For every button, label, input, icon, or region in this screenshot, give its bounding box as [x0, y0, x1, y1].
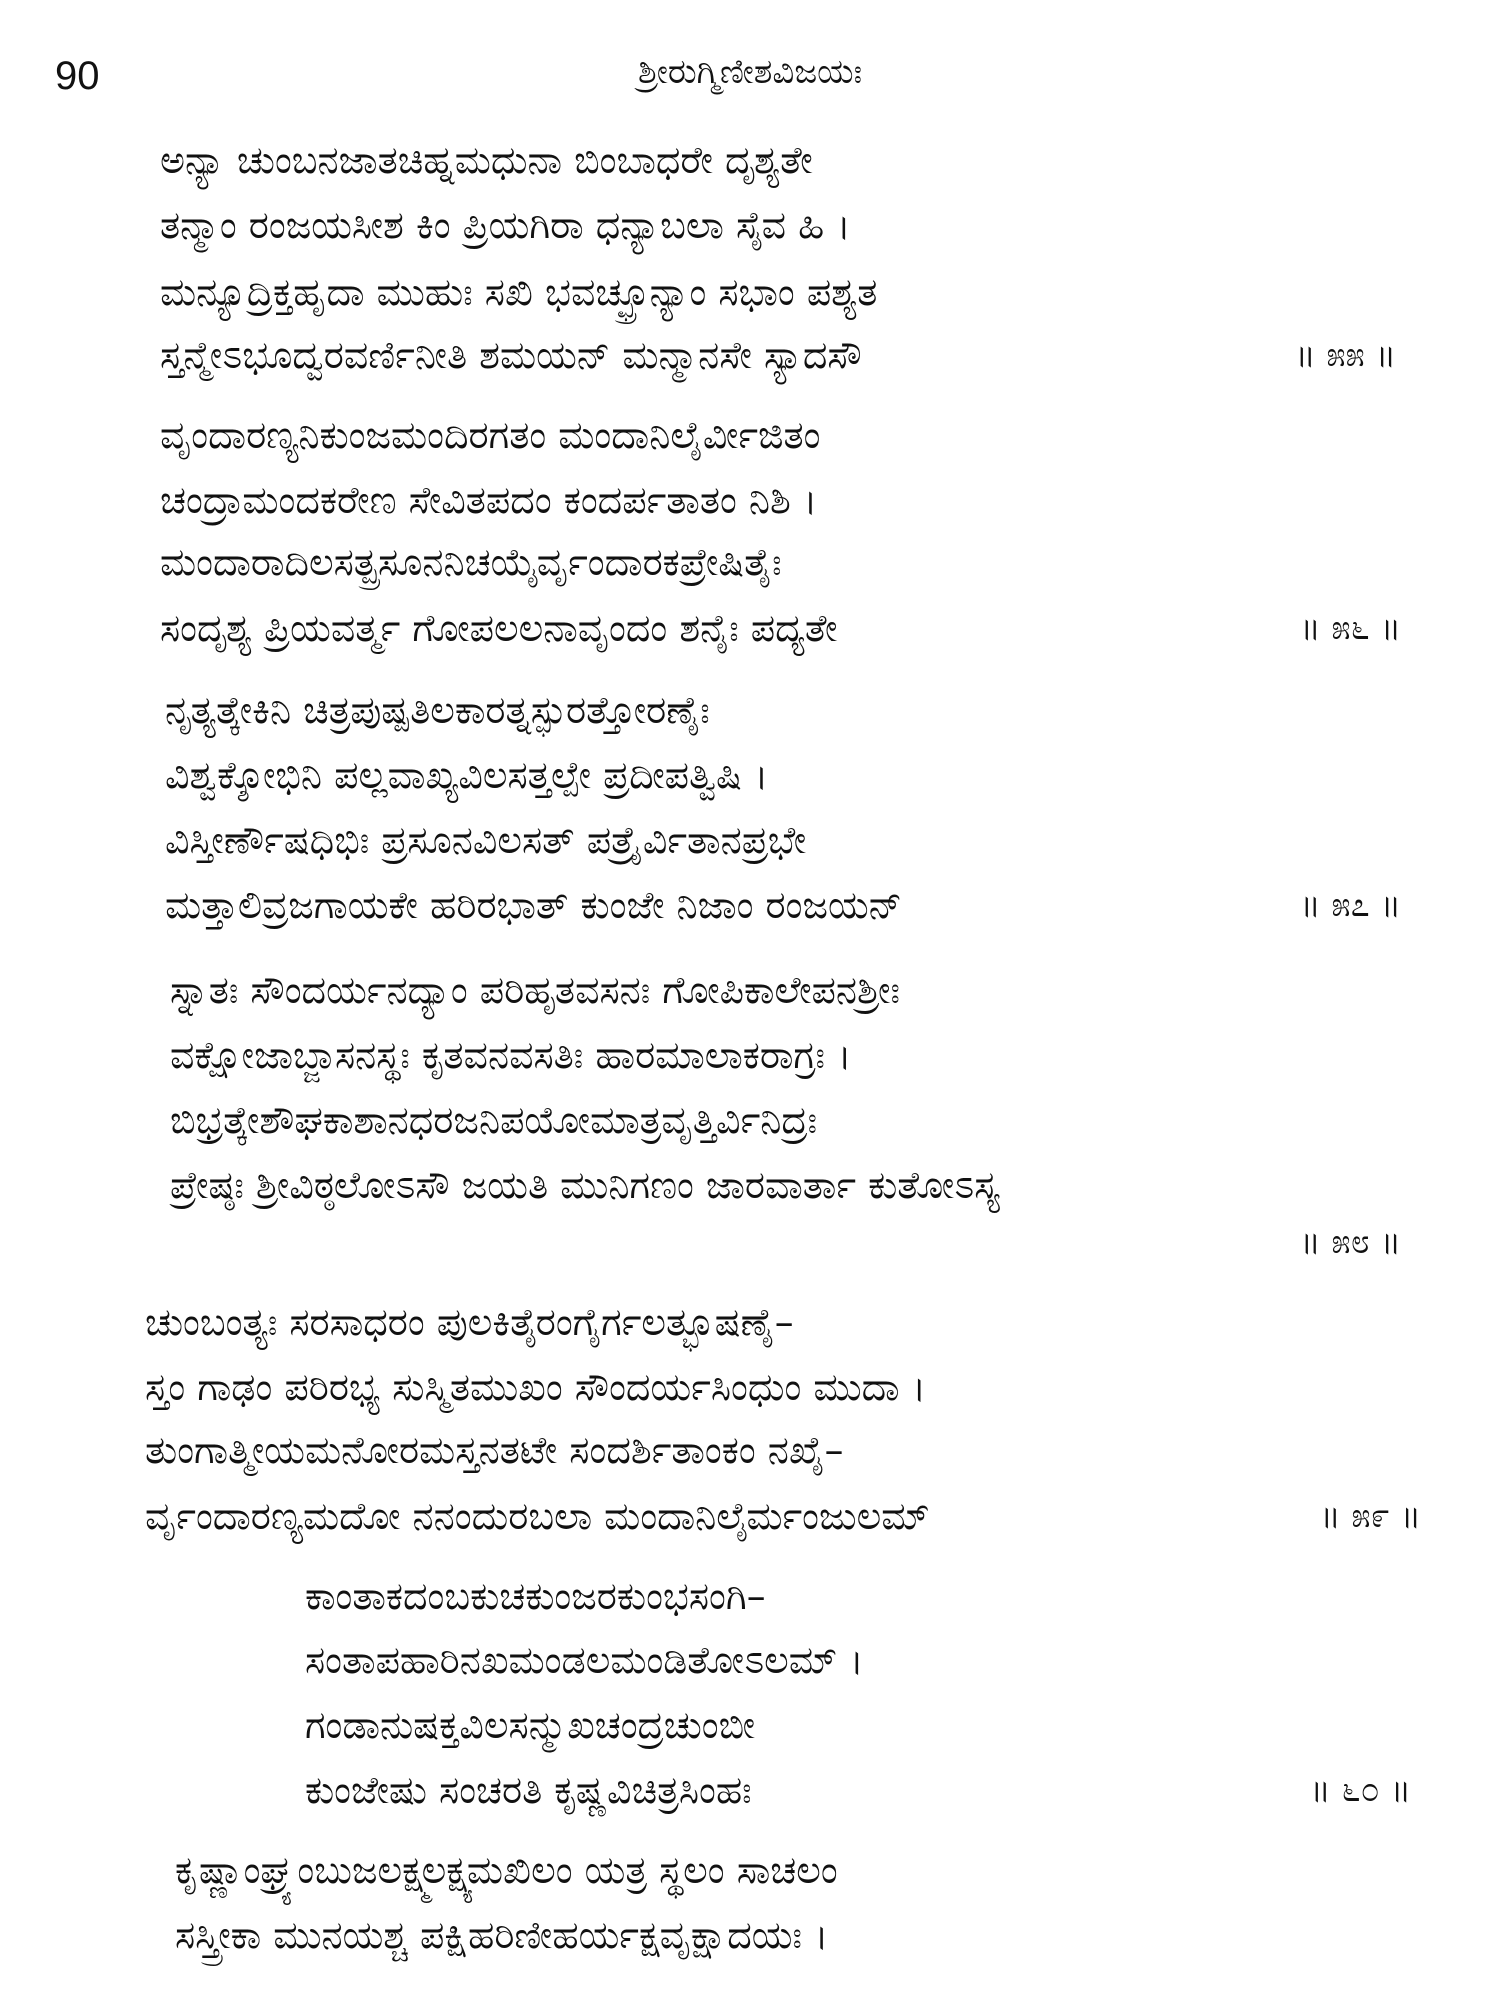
verse-line: ರ್ವೃಂದಾರಣ್ಯಮದೋ ನನಂದುರಬಲಾ ಮಂದಾನಿಲೈರ್ಮಂಜುಲಮ್: [145, 1494, 930, 1538]
verse-line: ಸಂತಾಪಹಾರಿನಖಮಂಡಲಮಂಡಿತೋಽಲಮ್ ।: [305, 1638, 864, 1682]
verse-line: ಸ್ತಂ ಗಾಢಂ ಪರಿರಭ್ಯ ಸುಸ್ಮಿತಮುಖಂ ಸೌಂದರ್ಯಸಿಂಧುಂ ಮುದಾ ।: [145, 1365, 927, 1409]
verse-line: ಕುಂಜೇಷು ಸಂಚರತಿ ಕೃಷ್ಣವಿಚಿತ್ರಸಿಂಹಃ: [305, 1768, 752, 1812]
verse-line: ಪ್ರೇಷ್ಠಃ ಶ್ರೀವಿಠ್ಠಲೋಽಸೌ ಜಯತಿ ಮುನಿಗಣಂ ಜಾರವಾರ್ತಾ ಕುತೋಽಸ್ಯ: [170, 1163, 1000, 1207]
verse-line: ವಿಶ್ವಕ್ಶೋಭಿನಿ ಪಲ್ಲವಾಖ್ಯವಿಲಸತ್ತಲ್ಪೇ ಪ್ರದೀಪತ್ವಿಷಿ ।: [165, 753, 769, 797]
verse-number: ॥ ೫೬ ॥: [1300, 608, 1402, 648]
verse-number: ॥ ೫೭ ॥: [1300, 885, 1402, 925]
verse-number: ॥ ೫೮ ॥: [1300, 1222, 1402, 1262]
verse-line: ಬಿಭ್ರತ್ಕೇಶೌಘಕಾಶಾನಧರಜನಿಪಯೋಮಾತ್ರವೃತ್ತಿರ್ವಿನಿದ್ರಃ: [170, 1098, 818, 1142]
page-number: 90: [55, 54, 100, 98]
verse-line: ನೃತ್ಯತ್ಕೇಕಿನಿ ಚಿತ್ರಪುಷ್ಪತಿಲಕಾರತ್ನಸ್ಫುರತ್ತೋರಣೈಃ: [165, 688, 710, 732]
verse-line: ಮನ್ಯೂದ್ರಿಕ್ತಹೃದಾ ಮುಹುಃ ಸಖಿ ಭವಚ್ಛ್ರೂನ್ಯಾಂ ಸಭಾಂ ಪಶ್ಯತ: [160, 270, 878, 314]
verse-line: ಸ್ತನ್ಮೇಽಭೂದ್ವರವರ್ಣಿನೀತಿ ಶಮಯನ್ ಮನ್ಮಾನಸೇ ಸ್ಯಾದಸೌ: [160, 333, 862, 377]
verse-number: ॥ ೫೫ ॥: [1295, 335, 1397, 375]
verse-line: ಮತ್ತಾಲಿವ್ರಜಗಾಯಕೇ ಹರಿರಭಾತ್ ಕುಂಜೇ ನಿಜಾಂ ರಂಜಯನ್: [165, 883, 903, 927]
verse-number: ॥ ೬೦ ॥: [1310, 1770, 1412, 1810]
verse-line: ವಿಸ್ತೀರ್ಣೌಷಧಿಭಿಃ ಪ್ರಸೂನವಿಲಸತ್ ಪತ್ರೈರ್ವಿತಾನಪ್ರಭೇ: [165, 818, 807, 862]
verse-line: ಅನ್ಯಾ ಚುಂಬನಜಾತಚಿಹ್ನಮಧುನಾ ಬಿಂಬಾಧರೇ ದೃಶ್ಯತೇ: [160, 138, 813, 182]
verse-line: ತುಂಗಾತ್ಮೀಯಮನೋರಮಸ್ತನತಟೇ ಸಂದರ್ಶಿತಾಂಕಂ ನಖೈ–: [145, 1428, 844, 1472]
verse-line: ಸ್ನಾತಃ ಸೌಂದರ್ಯನದ್ಯಾಂ ಪರಿಹೃತವಸನಃ ಗೋಪಿಕಾಲೇಪನಶ್ರೀಃ: [170, 968, 900, 1012]
verse-line: ವೃಂದಾರಣ್ಯನಿಕುಂಜಮಂದಿರಗತಂ ಮಂದಾನಿಲೈರ್ವೀಜಿತಂ: [160, 413, 821, 457]
verse-line: ವಕ್ಷೋಜಾಬ್ಜಾಸನಸ್ಥಃ ಕೃತವನವಸತಿಃ ಹಾರಮಾಲಾಕರಾಗ್ರಃ ।: [170, 1033, 852, 1077]
verse-line: ಮಂದಾರಾದಿಲಸತ್ಪ್ರಸೂನನಿಚಯೈರ್ವೃಂದಾರಕಪ್ರೇಷಿತೈಃ: [160, 540, 782, 584]
running-title: ಶ್ರೀರುಗ್ಮಿಣೀಶವಿಜಯಃ: [637, 52, 863, 92]
verse-number: ॥ ೫೯ ॥: [1320, 1496, 1422, 1536]
verse-line: ತನ್ಮಾಂ ರಂಜಯಸೀಶ ಕಿಂ ಪ್ರಿಯಗಿರಾ ಧನ್ಯಾಬಲಾ ಸೈವ ಹಿ ।: [160, 203, 851, 247]
verse-line: ಸಸ್ತ್ರೀಕಾ ಮುನಯಶ್ಚ ಪಕ್ಷಿಹರಿಣೀಹರ್ಯಕ್ಷವೃಕ್ಷಾದಯಃ ।: [175, 1913, 829, 1957]
verse-line: ಚುಂಬಂತ್ಯಃ ಸರಸಾಧರಂ ಪುಲಕಿತೈರಂಗೈರ್ಗಲತ್ಭೂಷಣೈ–: [145, 1300, 794, 1344]
verse-line: ಕಾಂತಾಕದಂಬಕುಚಕುಂಜರಕುಂಭಸಂಗಿ–: [305, 1574, 766, 1618]
verse-line: ಸಂದೃಶ್ಯ ಪ್ರಿಯವರ್ತ್ಮ ಗೋಪಲಲನಾವೃಂದಂ ಶನೈಃ ಪದ್ಯತೇ: [160, 606, 838, 650]
verse-line: ಚಂದ್ರಾಮಂದಕರೇಣ ಸೇವಿತಪದಂ ಕಂದರ್ಪತಾತಂ ನಿಶಿ ।: [160, 478, 818, 522]
verse-line: ಕೃಷ್ಣಾಂಘ್ರ್ಯಂಬುಜಲಕ್ಷ್ಮಲಕ್ಷ್ಯಮಖಿಲಂ ಯತ್ರ ಸ್ಥಲಂ ಸಾಚಲಂ: [175, 1848, 838, 1892]
verse-line: ಗಂಡಾನುಷಕ್ತವಿಲಸನ್ಮುಖಚಂದ್ರಚುಂಬೀ: [305, 1703, 756, 1747]
